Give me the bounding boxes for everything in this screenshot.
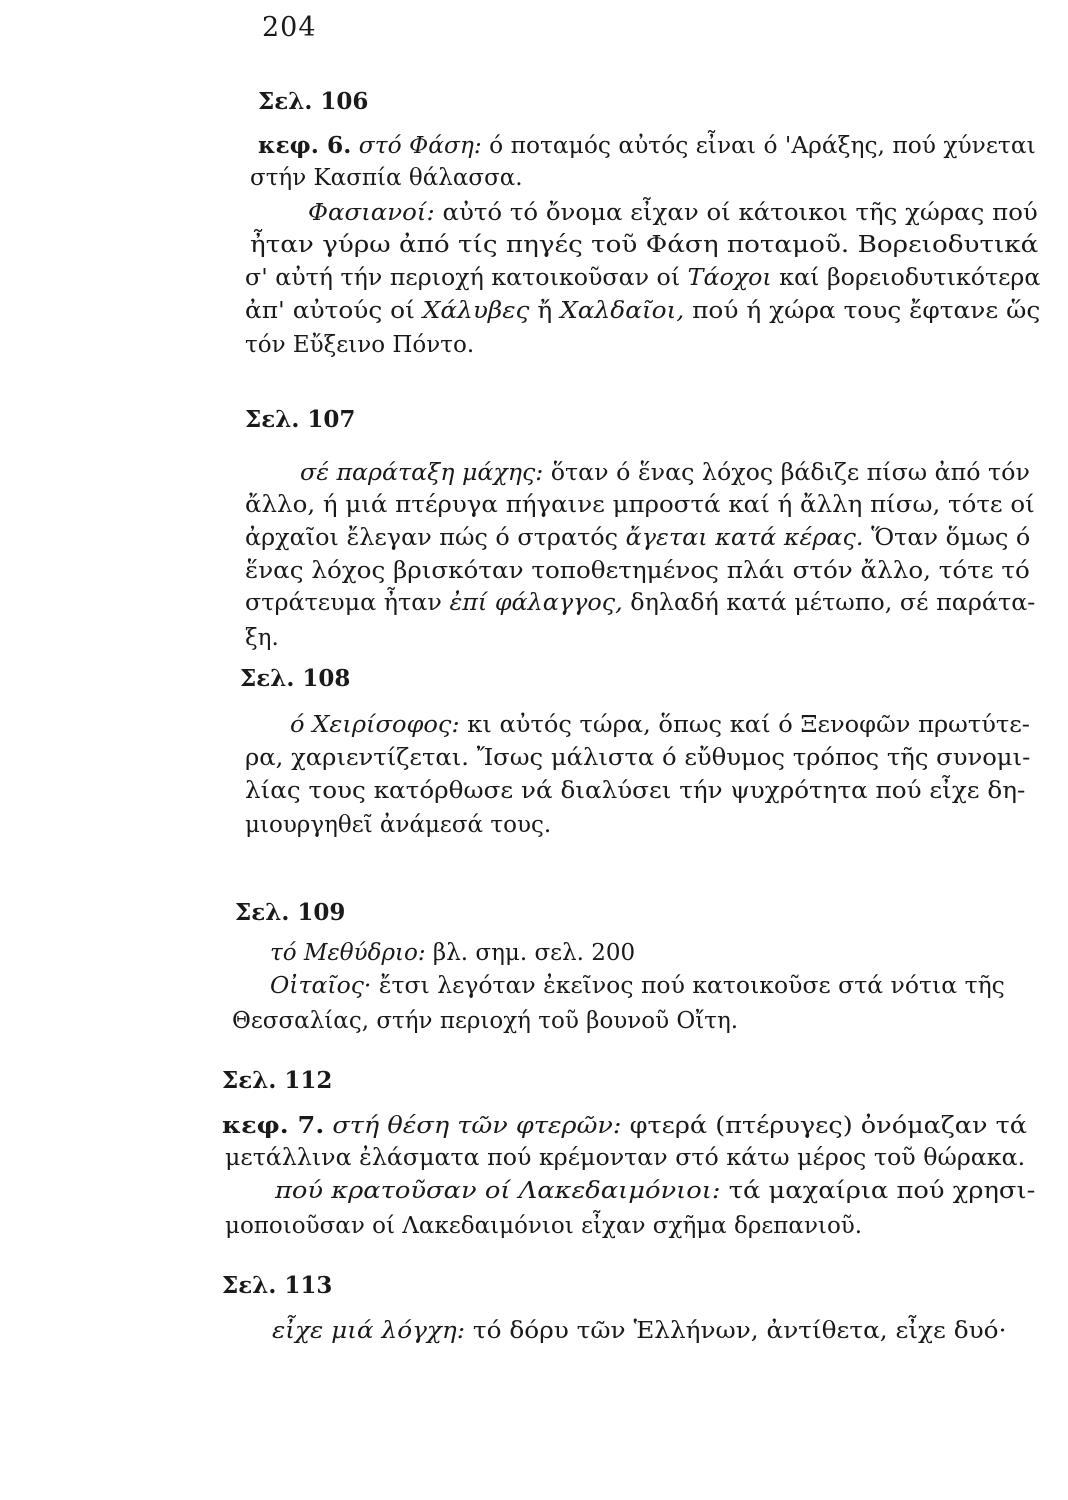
text-run: τόν Εὔξεινο Πόντο. [245, 332, 475, 358]
italic-term: ἐπί φάλαγγος, [449, 590, 623, 616]
italic-term: Φασιανοί: [308, 200, 435, 226]
italic-term: ό Χειρίσοφος: [290, 712, 460, 738]
text-run: Ὅταν ὅμως ό [863, 525, 1031, 551]
section-heading: Σελ. 113 [222, 1272, 333, 1299]
text-run: καί βορειοδυτικότερα [771, 265, 1041, 291]
italic-term: Χαλδαῖοι, [560, 298, 685, 324]
italic-term: τό Μεθύδριο: [270, 940, 426, 966]
text-run: μετάλλινα ἐλάσματα πού κρέμονταν στό κάτω μέρος τοῦ θώρακα. [225, 1145, 1026, 1171]
text-run: λίας τους κατόρθωσε νά διαλύσει τήν ψυχρότητα πού εἶχε δη- [245, 778, 1026, 804]
text-line [250, 165, 523, 191]
text-run: ξη. [245, 625, 279, 651]
text-line [245, 745, 1030, 771]
italic-term: εἶχε μιά λόγχη: [272, 1318, 466, 1344]
text-run: βλ. σημ. σελ. 200 [425, 940, 636, 966]
italic-term: Τάοχοι [687, 265, 772, 291]
text-run: πού ή χώρα τους ἔφτανε ὥς [684, 298, 1041, 324]
italic-term: στή θέση τῶν φτερῶν: [332, 1113, 622, 1139]
text-line [245, 332, 474, 358]
italic-term: πού κρατοῦσαν οί Λακεδαιμόνιοι: [275, 1178, 721, 1204]
text-line [222, 1112, 1027, 1139]
text-line [250, 232, 1038, 258]
italic-term: Οἰταῖος· [270, 973, 372, 999]
section-heading: Σελ. 109 [235, 899, 346, 926]
text-line [270, 940, 635, 966]
text-run: τό δόρυ τῶν Ἑλλήνων, ἀντίθετα, εἶχε δυό· [465, 1318, 1007, 1344]
text-run: στράτευμα ἦταν [245, 590, 450, 616]
text-line [245, 778, 1025, 804]
text-run: μοποιοῦσαν οί Λακεδαιμόνιοι εἶχαν σχῆμα δρεπανιοῦ. [225, 1213, 863, 1239]
text-run: τά μαχαίρια πού χρησι- [720, 1178, 1036, 1204]
text-run: αὐτό τό ὄνομα εἶχαν οί κάτοικοι τῆς χώρας πού [434, 200, 1038, 226]
text-line [270, 973, 1005, 999]
text-line [300, 460, 1030, 486]
text-run: κι αὐτός τώρα, ὅπως καί ό Ξενοφῶν πρωτύτε- [459, 712, 1030, 738]
text-run: ἤ [529, 298, 561, 324]
text-run: ἀπ' αὐτούς οί [245, 298, 423, 324]
chapter-label: κεφ. 7. [222, 1112, 325, 1139]
chapter-label: κεφ. 6. [258, 132, 352, 159]
italic-term: Χάλυβες [422, 298, 530, 324]
text-line [245, 298, 1040, 324]
text-line [290, 712, 1030, 738]
text-run: στήν Κασπία θάλασσα. [250, 165, 523, 191]
text-run: ἕνας λόχος βρισκόταν τοποθετημένος πλάι στόν ἄλλο, τότε τό [245, 558, 1030, 584]
text-line [308, 200, 1038, 226]
text-run: σ' αὐτή τήν περιοχή κατοικοῦσαν οί [245, 265, 688, 291]
section-heading: Σελ. 107 [245, 406, 356, 433]
text-run: ρα, χαριεντίζεται. Ἴσως μάλιστα ό εὔθυμος τρόπος τῆς συνομι- [245, 745, 1031, 771]
text-run: Θεσσαλίας, στήν περιοχή τοῦ βουνοῦ Οἴτη. [232, 1008, 739, 1034]
text-line [225, 1213, 862, 1239]
text-line [245, 265, 1040, 291]
text-run: ἦταν γύρω ἀπό τίς πηγές τοῦ Φάση ποταμοῦ. Βορειοδυτικά [250, 232, 1039, 258]
text-line [245, 812, 551, 838]
text-line [275, 1178, 1035, 1204]
text-run: ό ποταμός αὐτός εἶναι ό 'Αράξης, πού χύνεται [481, 133, 1036, 159]
section-heading: Σελ. 112 [222, 1067, 333, 1094]
text-run: ἔτσι λεγόταν ἐκεῖνος πού κατοικοῦσε στά νότια τῆς [371, 973, 1005, 999]
text-line [272, 1318, 1006, 1344]
italic-term: στό Φάση: [358, 133, 482, 159]
section-heading: Σελ. 106 [258, 88, 369, 115]
page-number: 204 [262, 12, 317, 43]
section-heading: Σελ. 108 [240, 665, 351, 692]
text-line [245, 525, 1030, 551]
text-line [245, 625, 279, 651]
italic-term: σέ παράταξη μάχης: [300, 460, 544, 486]
text-line [245, 590, 1035, 616]
text-run: φτερά (πτέρυγες) ὀνόμαζαν τά [621, 1113, 1028, 1139]
text-run: μιουργηθεῖ ἀνάμεσά τους. [245, 812, 552, 838]
text-line [225, 1145, 1025, 1171]
text-run: ἄλλο, ή μιά πτέρυγα πήγαινε μπροστά καί ή ἄλλη πίσω, τότε οί [245, 492, 1035, 518]
text-run: δηλαδή κατά μέτωπο, σέ παράτα- [622, 590, 1036, 616]
italic-term: ἄγεται κατά κέρας. [625, 525, 864, 551]
text-line [245, 492, 1035, 518]
text-line [232, 1008, 738, 1034]
text-run: ἀρχαῖοι ἔλεγαν πώς ό στρατός [245, 525, 626, 551]
text-run: ὅταν ό ἕνας λόχος βάδιζε πίσω ἀπό τόν [543, 460, 1030, 486]
text-line [245, 558, 1030, 584]
text-line [258, 132, 1036, 159]
